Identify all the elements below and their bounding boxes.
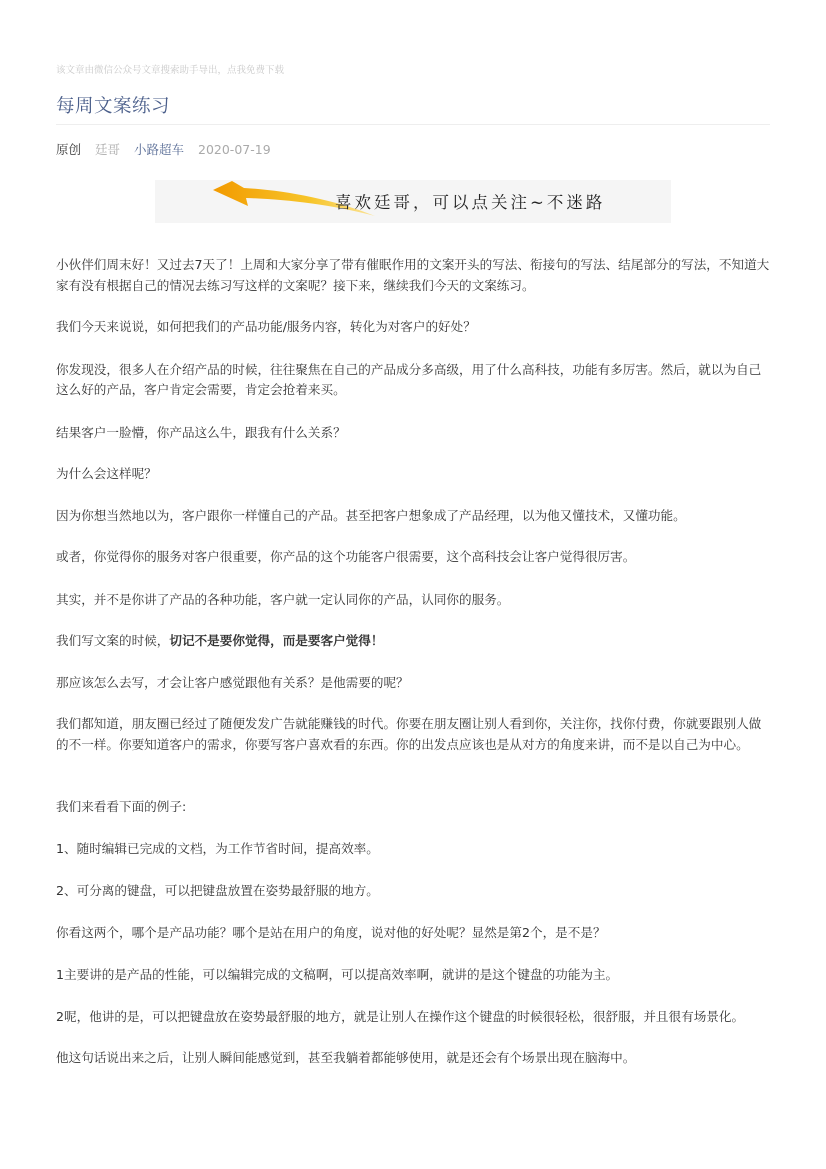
paragraph: 我们今天来说说，如何把我们的产品功能/服务内容，转化为对客户的好处？ [56,319,476,334]
paragraph: 其实，并不是你讲了产品的各种功能，客户就一定认同你的产品，认同你的服务。 [56,591,510,607]
paragraph-text: 我们写文案的时候， [56,633,170,648]
publish-date: 2020-07-19 [198,142,271,157]
paragraph: 或者，你觉得你的服务对客户很重要，你产品的这个功能客户很需要，这个高科技会让客户觉得很厉害。 [56,549,636,564]
original-label: 原创 [56,142,82,157]
paragraph: 我们都知道，朋友圈已经过了随便发发广告就能赚钱的时代。你要在朋友圈让别人看到你，关注你，找你付费，你就要跟别人做的不一样。你要知道客户的需求，你要写客户喜欢看的东西。你的出发点应该也是从对方的角度来讲，而不是以自己为中心。 [56,716,762,752]
paragraph: 1、随时编辑已完成的文档，为工作节省时间，提高效率。 [56,840,379,856]
paragraph: 那应该怎么去写，才会让客户感觉跟他有关系？是他需要的呢？ [56,674,409,690]
account-link[interactable]: 小路超车 [134,142,185,157]
follow-banner [155,180,671,223]
paragraph: 小伙伴们周末好！又过去7天了！上周和大家分享了带有催眠作用的文案开头的写法、衔接句的写法、结尾部分的写法，不知道大家有没有根据自己的情况去练习写这样的文案呢？接下来，继续我们今天的文案练习。 [56,257,770,293]
title-divider [56,124,770,125]
export-note-link[interactable]: 该文章由微信公众号文章搜索助手导出，点我免费下载 [56,65,285,76]
paragraph: 2、可分离的键盘，可以把键盘放置在姿势最舒服的地方。 [56,883,379,898]
article-title: 每周文案练习 [56,96,171,117]
banner-text: 喜欢廷哥，可以点关注~不迷路 [335,193,606,212]
article-meta [56,140,281,158]
emphasis-text: 切记不是要你觉得，而是要客户觉得！ [169,633,384,648]
author-name: 廷哥 [95,142,121,157]
paragraph: 为什么会这样呢？ [56,466,157,481]
paragraph: 因为你想当然地以为，客户跟你一样懂自己的产品。甚至把客户想象成了产品经理，以为他又懂技术，又懂功能。 [56,507,686,523]
paragraph: 我们来看看下面的例子: [56,799,187,814]
article-body [56,255,770,1069]
paragraph: 你发现没，很多人在介绍产品的时候，往往聚焦在自己的产品成分多高级，用了什么高科技，功能有多厉害。然后，就以为自己这么好的产品，客户肯定会需要，肯定会抢着来买。 [56,361,762,397]
paragraph [56,631,770,652]
paragraph: 结果客户一脸懵，你产品这么牛，跟我有什么关系？ [56,424,346,440]
paragraph: 他这句话说出来之后，让别人瞬间能感觉到，甚至我躺着都能够使用，就是还会有个场景出现在脑海中。 [56,1050,636,1065]
paragraph: 1主要讲的是产品的性能，可以编辑完成的文稿啊，可以提高效率啊，就讲的是这个键盘的功能为主。 [56,967,619,982]
paragraph: 你看这两个，哪个是产品功能？哪个是站在用户的角度，说对他的好处呢？显然是第2个，是不是？ [56,924,606,940]
paragraph: 2呢，他讲的是，可以把键盘放在姿势最舒服的地方，就是让别人在操作这个键盘的时候很轻松，很舒服，并且很有场景化。 [56,1008,745,1024]
